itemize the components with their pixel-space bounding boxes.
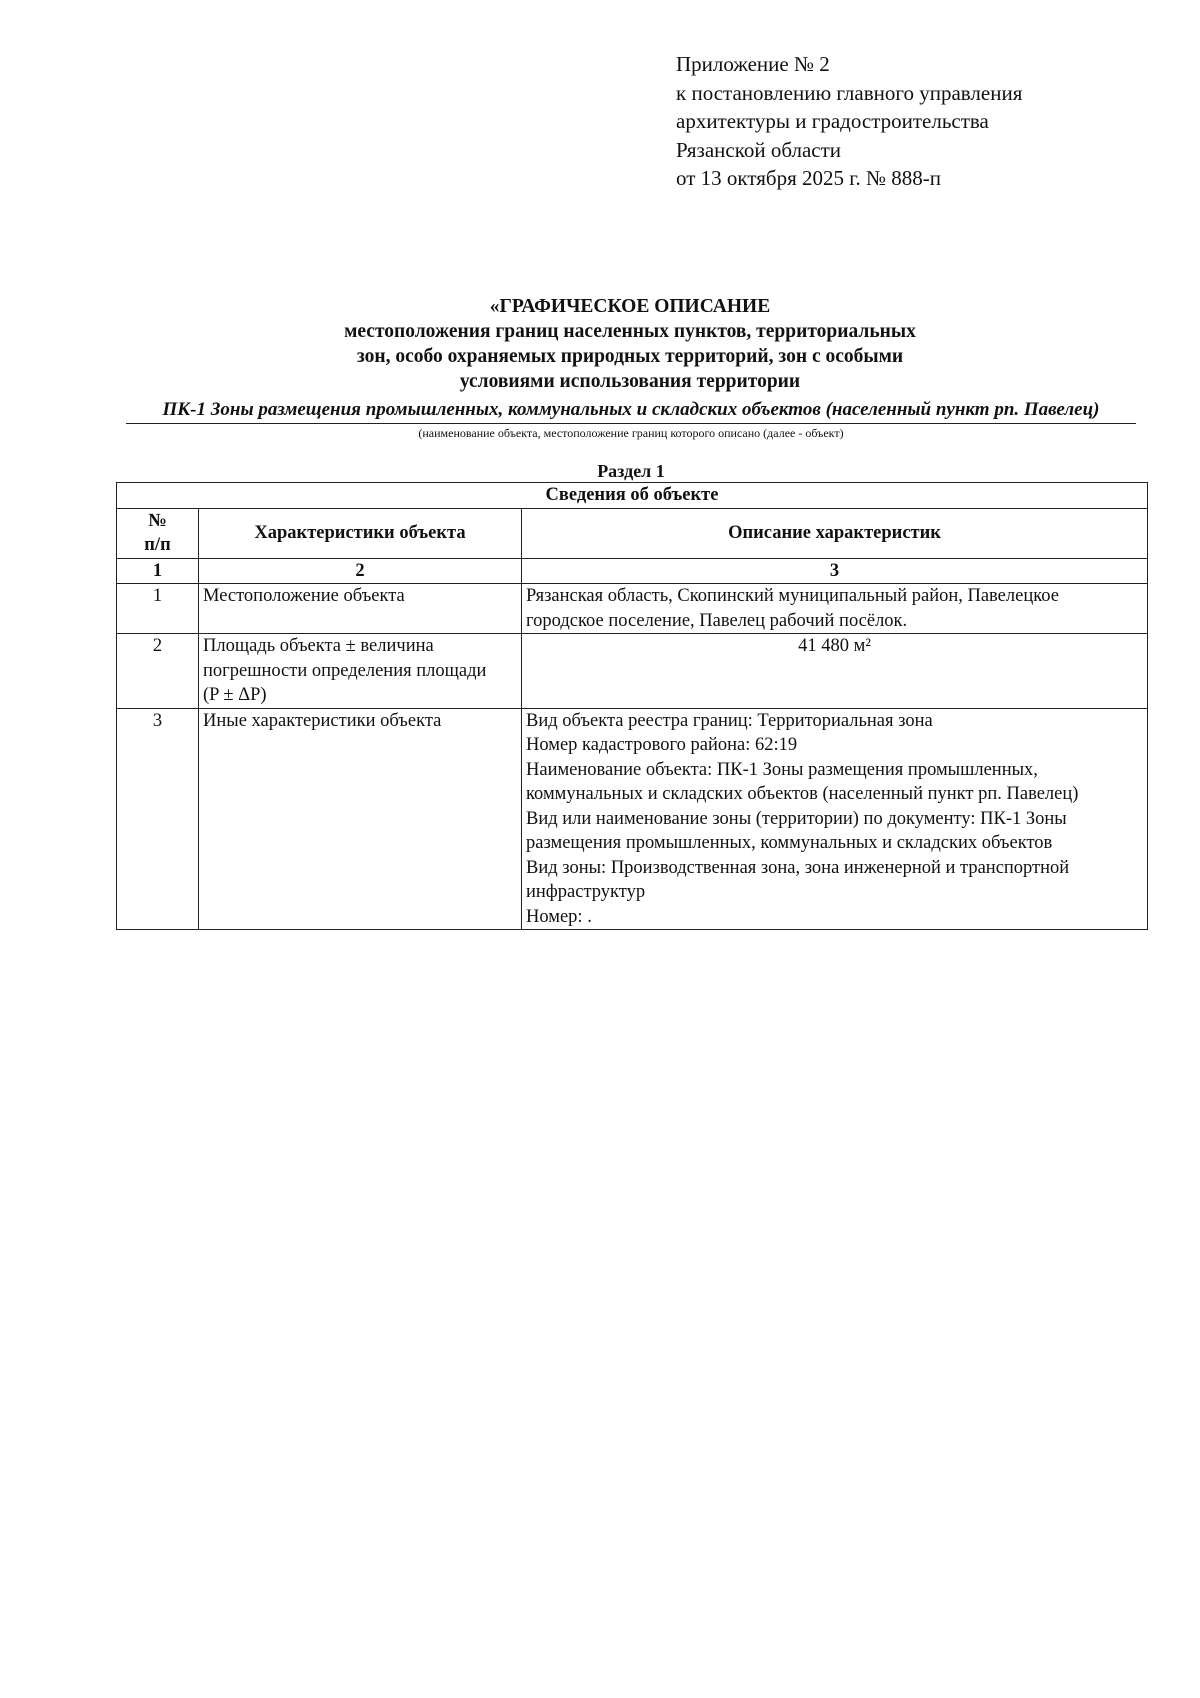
- table-row: [117, 634, 1148, 709]
- row-description-area: 41 480 м²: [522, 634, 1148, 709]
- description-line: инфраструктур: [526, 882, 646, 902]
- characteristic-line: погрешности определения площади: [203, 660, 487, 681]
- document-title: [0, 294, 1200, 394]
- row-number: 2: [117, 634, 199, 709]
- section-title: Раздел 1: [597, 461, 665, 481]
- row-number: 1: [117, 584, 199, 634]
- row-number: 3: [117, 708, 199, 930]
- header-characteristics: Характеристики объекта: [199, 508, 522, 558]
- row-description: [522, 708, 1148, 930]
- description-line: Рязанская область, Скопинский муниципальный район, Павелецкое: [526, 586, 1059, 606]
- title-line: местоположения границ населенных пунктов, территориальных: [344, 321, 916, 342]
- table-row: [117, 584, 1148, 634]
- title-line: «ГРАФИЧЕСКОЕ ОПИСАНИЕ: [489, 296, 771, 317]
- characteristic-line: Площадь объекта ± величина: [203, 636, 434, 656]
- appendix-header: [676, 50, 1146, 193]
- title-line: условиями использования территории: [459, 371, 801, 392]
- description-line: городское поселение, Павелец рабочий посёлок.: [526, 610, 908, 631]
- appendix-line: Рязанской области: [676, 137, 842, 162]
- header-num-line: п/п: [144, 535, 171, 555]
- row-description: [522, 584, 1148, 634]
- appendix-line: к постановлению главного управления: [676, 80, 1023, 105]
- row-characteristic: [199, 634, 522, 709]
- table-caption-row: [117, 483, 1148, 509]
- description-line: Номер: .: [526, 906, 592, 927]
- description-line: размещения промышленных, коммунальных и складских объектов: [526, 833, 1053, 853]
- appendix-line: архитектуры и градостроительства: [676, 109, 989, 133]
- row-characteristic: Местоположение объекта: [199, 584, 522, 634]
- appendix-line: от 13 октября 2025 г. № 888-п: [676, 166, 941, 190]
- description-line: Вид объекта реестра границ: Территориальная зона: [526, 710, 933, 731]
- description-line: Вид или наименование зоны (территории) по документу: ПК-1 Зоны: [526, 808, 1067, 829]
- object-name-caption: (наименование объекта, местоположение границ которого описано (далее - объект): [418, 426, 844, 440]
- table-header-row: [117, 508, 1148, 558]
- header-num-line: №: [148, 510, 167, 531]
- appendix-line: Приложение № 2: [676, 52, 830, 76]
- column-number: 1: [117, 558, 199, 584]
- table-caption: Сведения об объекте: [117, 483, 1148, 509]
- row-characteristic: Иные характеристики объекта: [199, 708, 522, 930]
- object-name: ПК-1 Зоны размещения промышленных, коммунальных и складских объектов (населенный пункт рп. Павелец): [126, 398, 1136, 424]
- header-num: [117, 508, 199, 558]
- description-line: коммунальных и складских объектов (населенный пункт рп. Павелец): [526, 784, 1079, 804]
- title-line: зон, особо охраняемых природных территорий, зон с особыми: [356, 346, 904, 367]
- description-line: Наименование объекта: ПК-1 Зоны размещения промышленных,: [526, 759, 1038, 780]
- object-info-table: [116, 482, 1148, 930]
- characteristic-line: (P ± ΔP): [203, 685, 267, 705]
- description-line: Вид зоны: Производственная зона, зона инженерной и транспортной: [526, 857, 1070, 878]
- description-line: Номер кадастрового района: 62:19: [526, 735, 798, 755]
- column-number: 3: [522, 558, 1148, 584]
- header-description: Описание характеристик: [522, 508, 1148, 558]
- column-number: 2: [199, 558, 522, 584]
- column-number-row: [117, 558, 1148, 584]
- table-row: [117, 708, 1148, 930]
